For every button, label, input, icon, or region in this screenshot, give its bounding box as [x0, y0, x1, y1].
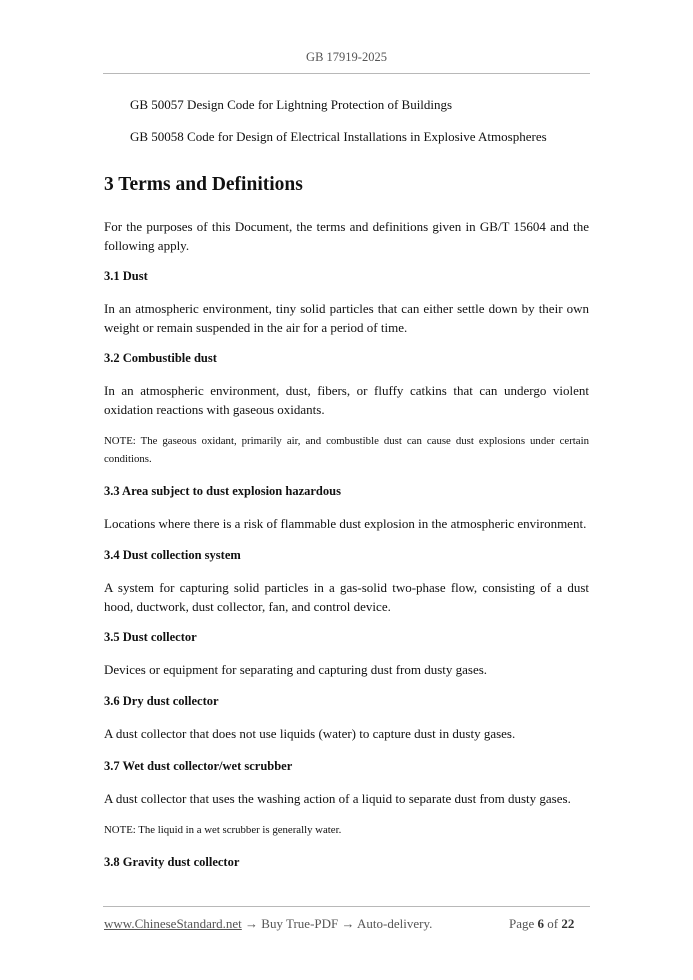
- term-note: NOTE: The liquid in a wet scrubber is generally water.: [104, 824, 342, 836]
- chinesestandard-link[interactable]: www.ChineseStandard.net: [104, 916, 242, 931]
- term-heading: 3.1 Dust: [104, 269, 148, 283]
- term-heading: 3.6 Dry dust collector: [104, 694, 219, 708]
- section-heading: 3 Terms and Definitions: [104, 174, 303, 195]
- reference-item: GB 50057 Design Code for Lightning Protection of Buildings: [130, 97, 453, 112]
- page-total: 22: [561, 916, 575, 931]
- of-label: of: [547, 916, 559, 931]
- reference-item: GB 50058 Code for Design of Electrical Installations in Explosive Atmospheres: [130, 129, 547, 144]
- section-intro: For the purposes of this Document, the terms and definitions given in GB/T 15604 and the following apply.: [104, 219, 589, 253]
- buy-true-pdf-text: Buy True-PDF: [261, 916, 339, 931]
- footer-promo: [104, 916, 432, 932]
- auto-delivery-text: Auto-delivery.: [357, 916, 433, 931]
- page-label: Page: [509, 916, 535, 931]
- arrow-right-icon: →: [245, 916, 259, 931]
- document-header-title: GB 17919-2025: [306, 50, 387, 64]
- term-heading: 3.8 Gravity dust collector: [104, 855, 240, 869]
- term-heading: 3.5 Dust collector: [104, 630, 197, 644]
- term-note: NOTE: The gaseous oxidant, primarily air, and combustible dust can cause dust explosions under certain conditions.: [104, 435, 589, 465]
- term-definition: Locations where there is a risk of flammable dust explosion in the atmospheric environment.: [104, 516, 587, 531]
- page-current: 6: [537, 916, 545, 931]
- footer-divider: [103, 906, 590, 907]
- term-heading: 3.3 Area subject to dust explosion hazardous: [104, 484, 341, 498]
- term-heading: 3.7 Wet dust collector/wet scrubber: [104, 759, 293, 773]
- arrow-right-icon: →: [341, 916, 355, 931]
- term-definition: Devices or equipment for separating and capturing dust from dusty gases.: [104, 662, 488, 677]
- header-divider: [103, 73, 590, 74]
- term-definition: In an atmospheric environment, tiny solid particles that can either settle down by their own weight or remain suspended in the air for a period of time.: [104, 301, 589, 335]
- term-heading: 3.2 Combustible dust: [104, 351, 217, 365]
- term-definition: In an atmospheric environment, dust, fibers, or fluffy catkins that can undergo violent oxidation reactions with gaseous oxidants.: [104, 383, 589, 417]
- page-number: [509, 916, 574, 932]
- term-heading: 3.4 Dust collection system: [104, 548, 241, 562]
- term-definition: A dust collector that does not use liquids (water) to capture dust in dusty gases.: [104, 726, 516, 741]
- term-definition: A dust collector that uses the washing action of a liquid to separate dust from dusty gases.: [104, 791, 571, 806]
- term-definition: A system for capturing solid particles in a gas-solid two-phase flow, consisting of a dust hood, ductwork, dust collector, fan, and control device.: [104, 580, 589, 614]
